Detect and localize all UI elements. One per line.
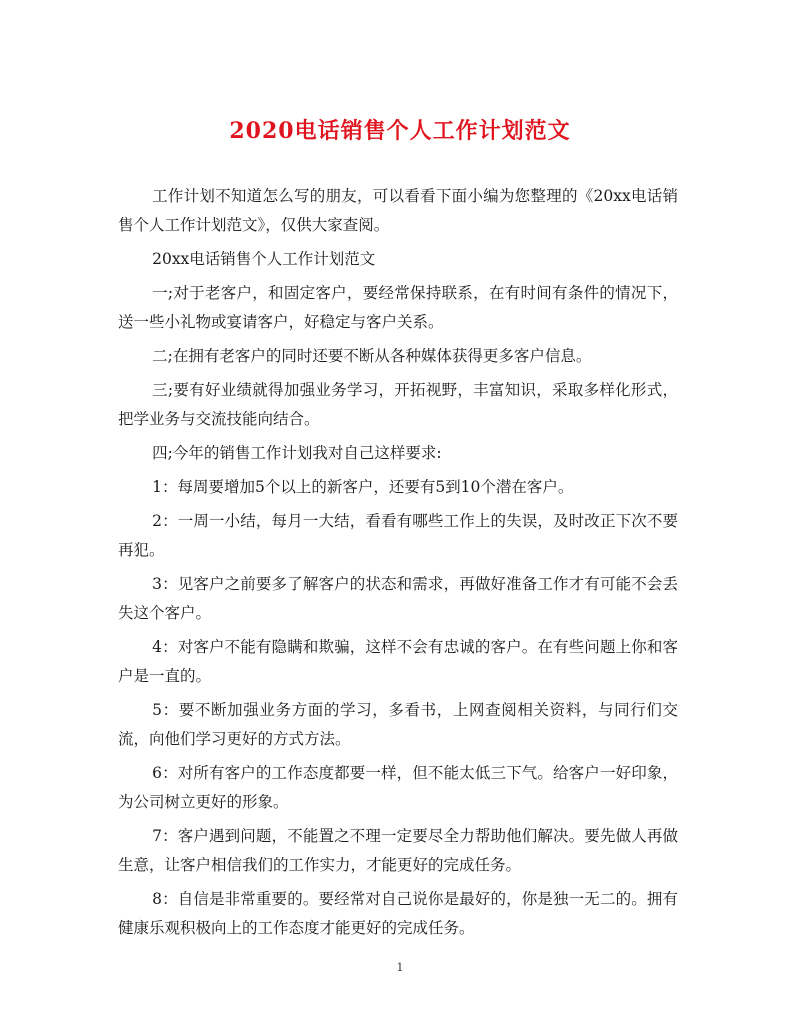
paragraph-item-2: 二;在拥有老客户的同时还要不断从各种媒体获得更多客户信息。 xyxy=(152,347,592,365)
list-item-7: 7：客户遇到问题，不能置之不理一定要尽全力帮助他们解决。要先做人再做生意，让客户相信我们的工作实力，才能更好的完成任务。 xyxy=(118,827,678,874)
document-body xyxy=(118,182,678,948)
page-number: 1 xyxy=(396,961,404,974)
list-item-4: 4：对客户不能有隐瞒和欺骗，这样不会有忠诚的客户。在有些问题上你和客户是一直的。 xyxy=(118,638,678,685)
paragraph-item-3: 三;要有好业绩就得加强业务学习，开拓视野，丰富知识，采取多样化形式，把学业务与交流技能向结合。 xyxy=(118,381,678,428)
document-title: 2020电话销售个人工作计划范文 xyxy=(229,118,571,144)
paragraph-subtitle: 20xx电话销售个人工作计划范文 xyxy=(152,250,376,268)
list-item-6: 6：对所有客户的工作态度都要一样，但不能太低三下气。给客户一好印象，为公司树立更好的形象。 xyxy=(118,764,678,811)
paragraph-intro: 工作计划不知道怎么写的朋友，可以看看下面小编为您整理的《20xx电话销售个人工作计划范文》，仅供大家查阅。 xyxy=(118,187,678,234)
list-item-3: 3：见客户之前要多了解客户的状态和需求，再做好准备工作才有可能不会丢失这个客户。 xyxy=(118,575,678,622)
paragraph-item-4: 四;今年的销售工作计划我对自己这样要求: xyxy=(152,444,442,462)
paragraph-item-1: 一;对于老客户，和固定客户，要经常保持联系，在有时间有条件的情况下，送一些小礼物或宴请客户，好稳定与客户关系。 xyxy=(118,284,678,331)
list-item-5: 5：要不断加强业务方面的学习，多看书，上网查阅相关资料，与同行们交流，向他们学习更好的方式方法。 xyxy=(118,701,678,748)
list-item-2: 2：一周一小结，每月一大结，看看有哪些工作上的失误，及时改正下次不要再犯。 xyxy=(118,512,678,559)
list-item-8: 8：自信是非常重要的。要经常对自己说你是最好的，你是独一无二的。拥有健康乐观积极向上的工作态度才能更好的完成任务。 xyxy=(118,890,678,937)
list-item-1: 1：每周要增加5个以上的新客户，还要有5到10个潜在客户。 xyxy=(152,478,574,496)
